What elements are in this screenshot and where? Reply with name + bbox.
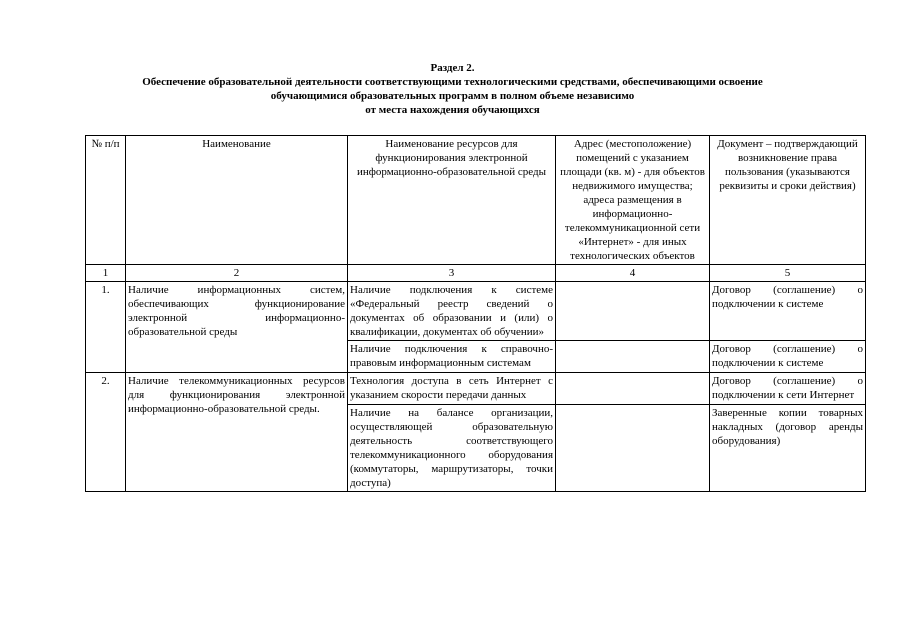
- header-document: Документ – подтверждающий возникновение права пользования (указываются реквизиты и сроки действия): [710, 136, 866, 265]
- column-number: 2: [126, 265, 348, 282]
- table-row: [86, 373, 866, 405]
- section-heading: [80, 61, 825, 117]
- resources-table: [85, 135, 866, 492]
- section-title-line-3: от места нахождения обучающихся: [365, 104, 540, 116]
- column-number: 1: [86, 265, 126, 282]
- row-document: Договор (соглашение) о подключении к сети Интернет: [710, 373, 866, 405]
- column-number: 5: [710, 265, 866, 282]
- row-address: [556, 405, 710, 492]
- row-address: [556, 341, 710, 373]
- section-title-line-1: Обеспечение образовательной деятельности соответствующими технологическими средствами, обеспечивающими освоение: [142, 76, 763, 88]
- table-header-row: [86, 136, 866, 265]
- row-address: [556, 282, 710, 341]
- section-number: Раздел 2.: [430, 62, 475, 74]
- row-document: Договор (соглашение) о подключении к системе: [710, 341, 866, 373]
- row-number: 1.: [86, 282, 126, 373]
- row-resource: Технология доступа в сеть Интернет с указанием скорости передачи данных: [348, 373, 556, 405]
- header-number: № п/п: [86, 136, 126, 265]
- row-name: Наличие информационных систем, обеспечивающих функционирование электронной информационно-образовательной среды: [126, 282, 348, 373]
- row-resource: Наличие подключения к системе «Федеральный реестр сведений о документах об образовании и (или) о квалификации, документах об обучении»: [348, 282, 556, 341]
- row-resource: Наличие подключения к справочно-правовым информационным системам: [348, 341, 556, 373]
- row-number: 2.: [86, 373, 126, 492]
- row-resource: Наличие на балансе организации, осуществляющей образовательную деятельность соответствующего телекоммуникационного оборудования (коммутаторы, маршрутизаторы, точки доступа): [348, 405, 556, 492]
- header-address: Адрес (местоположение) помещений с указанием площади (кв. м) - для объектов недвижимого имущества; адреса размещения в информационно-телекоммуникационной сети «Интернет» - для иных технологических объектов: [556, 136, 710, 265]
- row-document: Заверенные копии товарных накладных (договор аренды оборудования): [710, 405, 866, 492]
- table-row: [86, 282, 866, 341]
- column-number: 4: [556, 265, 710, 282]
- row-address: [556, 373, 710, 405]
- header-name: Наименование: [126, 136, 348, 265]
- column-number: 3: [348, 265, 556, 282]
- row-name: Наличие телекоммуникационных ресурсов для функционирования электронной информационно-образовательной среды.: [126, 373, 348, 492]
- row-document: Договор (соглашение) о подключении к системе: [710, 282, 866, 341]
- section-title-line-2: обучающимися образовательных программ в полном объеме независимо: [270, 90, 635, 102]
- column-numbers-row: [86, 265, 866, 282]
- header-resources: Наименование ресурсов для функционирования электронной информационно-образовательной среды: [348, 136, 556, 265]
